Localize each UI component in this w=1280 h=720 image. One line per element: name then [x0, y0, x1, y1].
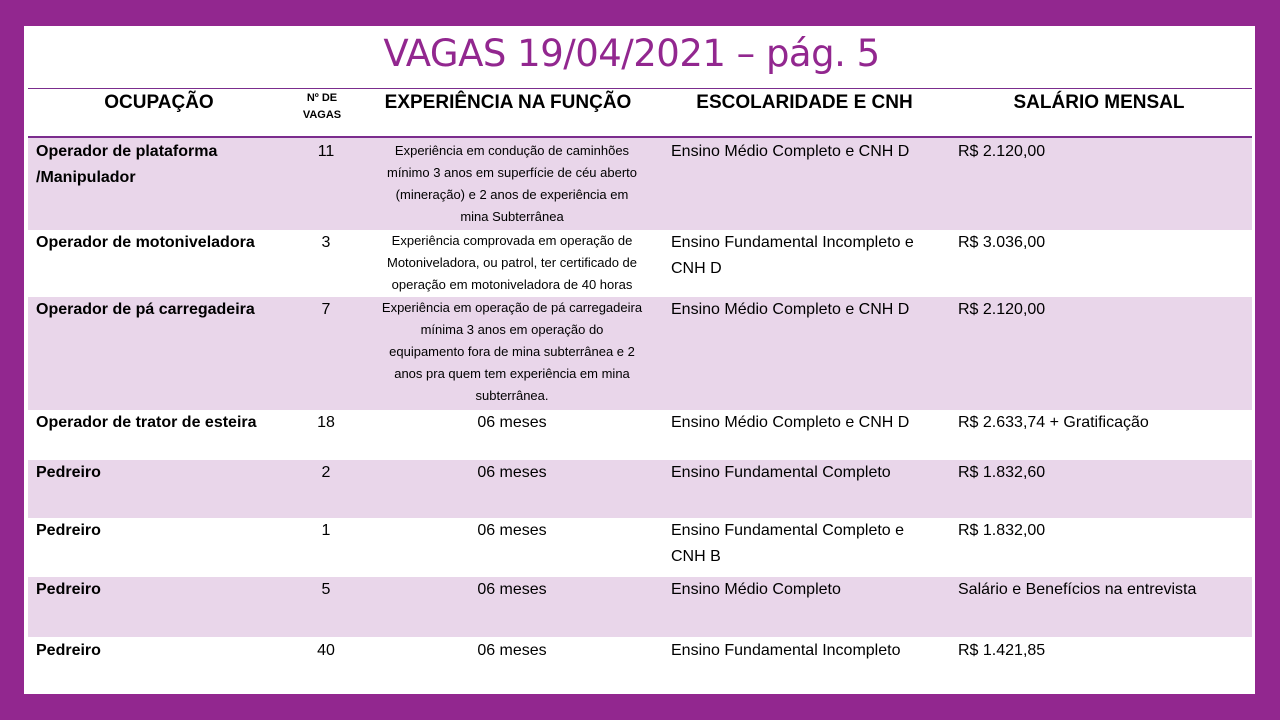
cell-escolaridade: Ensino Médio Completo: [671, 581, 841, 598]
cell-escolaridade: [671, 230, 946, 282]
cell-experiencia-line: Motoniveladora, ou patrol, ter certificado de: [386, 255, 638, 270]
cell-ocupacao: Pedreiro: [36, 464, 101, 481]
cell-experiencia: [364, 140, 660, 228]
cell-salario: R$ 1.421,85: [958, 642, 1046, 659]
cell-ocupacao: Operador de motoniveladora: [36, 234, 255, 251]
header-vagas-line1: Nº DE: [306, 92, 338, 104]
cell-salario: R$ 2.120,00: [958, 301, 1046, 318]
table-row: [28, 518, 1252, 577]
cell-vagas: 3: [321, 234, 331, 251]
cell-salario: R$ 2.633,74 + Gratificação: [958, 414, 1149, 431]
cell-escolaridade: Ensino Médio Completo e CNH D: [671, 301, 910, 318]
slide: [24, 26, 1255, 694]
cell-vagas: 5: [321, 581, 331, 598]
cell-experiencia: 06 meses: [477, 581, 547, 598]
table-row: [28, 460, 1252, 518]
cell-escolaridade: Ensino Médio Completo e CNH D: [671, 414, 910, 431]
cell-escolaridade-line: CNH D: [671, 260, 722, 277]
cell-vagas: 2: [321, 464, 331, 481]
cell-vagas: 1: [321, 522, 331, 539]
cell-vagas: 7: [321, 301, 331, 318]
cell-experiencia-line: anos pra quem tem experiência em mina: [394, 366, 630, 381]
cell-salario: R$ 3.036,00: [958, 234, 1046, 251]
table-row: [28, 230, 1252, 297]
header-escolaridade: ESCOLARIDADE E CNH: [696, 92, 913, 113]
cell-experiencia-line: operação em motoniveladora de 40 horas: [391, 277, 633, 292]
cell-experiencia: 06 meses: [477, 642, 547, 659]
cell-escolaridade: Ensino Médio Completo e CNH D: [671, 143, 910, 160]
cell-experiencia-line: subterrânea.: [475, 388, 549, 403]
table-row: [28, 410, 1252, 460]
cell-experiencia: [364, 297, 660, 407]
cell-vagas: 18: [317, 414, 335, 431]
cell-ocupacao-line: Operador de plataforma: [36, 143, 218, 160]
cell-ocupacao: Pedreiro: [36, 522, 101, 539]
cell-escolaridade: Ensino Fundamental Incompleto: [671, 642, 901, 659]
header-vagas: [292, 90, 352, 124]
cell-experiencia-line: Experiência em operação de pá carregadeira: [381, 300, 643, 315]
cell-experiencia-line: mina Subterrânea: [460, 209, 564, 224]
header-salario: SALÁRIO MENSAL: [1013, 92, 1185, 113]
cell-experiencia: [364, 230, 660, 296]
cell-salario: R$ 2.120,00: [958, 143, 1046, 160]
table-row: [28, 637, 1252, 692]
cell-vagas: 40: [317, 642, 335, 659]
cell-ocupacao: Operador de trator de esteira: [36, 414, 257, 431]
cell-salario: R$ 1.832,00: [958, 522, 1046, 539]
cell-experiencia-line: Experiência em condução de caminhões: [394, 143, 630, 158]
cell-salario: Salário e Benefícios na entrevista: [958, 581, 1197, 598]
cell-vagas: 11: [317, 143, 335, 160]
cell-experiencia: 06 meses: [477, 464, 547, 481]
table-row: [28, 138, 1252, 230]
cell-experiencia: 06 meses: [477, 522, 547, 539]
cell-escolaridade: Ensino Fundamental Completo: [671, 464, 891, 481]
cell-experiencia: 06 meses: [477, 414, 547, 431]
cell-escolaridade: [671, 518, 946, 570]
header-vagas-line2: VAGAS: [302, 109, 342, 121]
cell-experiencia-line: mínimo 3 anos em superfície de céu aberto: [386, 165, 638, 180]
cell-escolaridade-line: Ensino Fundamental Incompleto e: [671, 234, 914, 251]
header-top-divider: [28, 88, 1252, 89]
cell-experiencia-line: mínima 3 anos em operação do: [420, 322, 604, 337]
cell-ocupacao: Pedreiro: [36, 581, 101, 598]
cell-ocupacao: Pedreiro: [36, 642, 101, 659]
cell-experiencia-line: (mineração) e 2 anos de experiência em: [395, 187, 629, 202]
table-row: [28, 297, 1252, 410]
cell-experiencia-line: equipamento fora de mina subterrânea e 2: [389, 344, 635, 359]
cell-escolaridade-line: Ensino Fundamental Completo e: [671, 522, 905, 539]
cell-ocupacao-line: /Manipulador: [36, 169, 136, 186]
table-row: [28, 577, 1252, 637]
slide-title: VAGAS 19/04/2021 – pág. 5: [383, 32, 880, 75]
header-experiencia: EXPERIÊNCIA NA FUNÇÃO: [384, 92, 632, 113]
cell-salario: R$ 1.832,60: [958, 464, 1046, 481]
cell-experiencia-line: Experiência comprovada em operação de: [391, 233, 633, 248]
cell-ocupacao: Operador de pá carregadeira: [36, 301, 255, 318]
header-ocupacao: OCUPAÇÃO: [104, 92, 214, 113]
cell-escolaridade-line: CNH B: [671, 548, 721, 565]
